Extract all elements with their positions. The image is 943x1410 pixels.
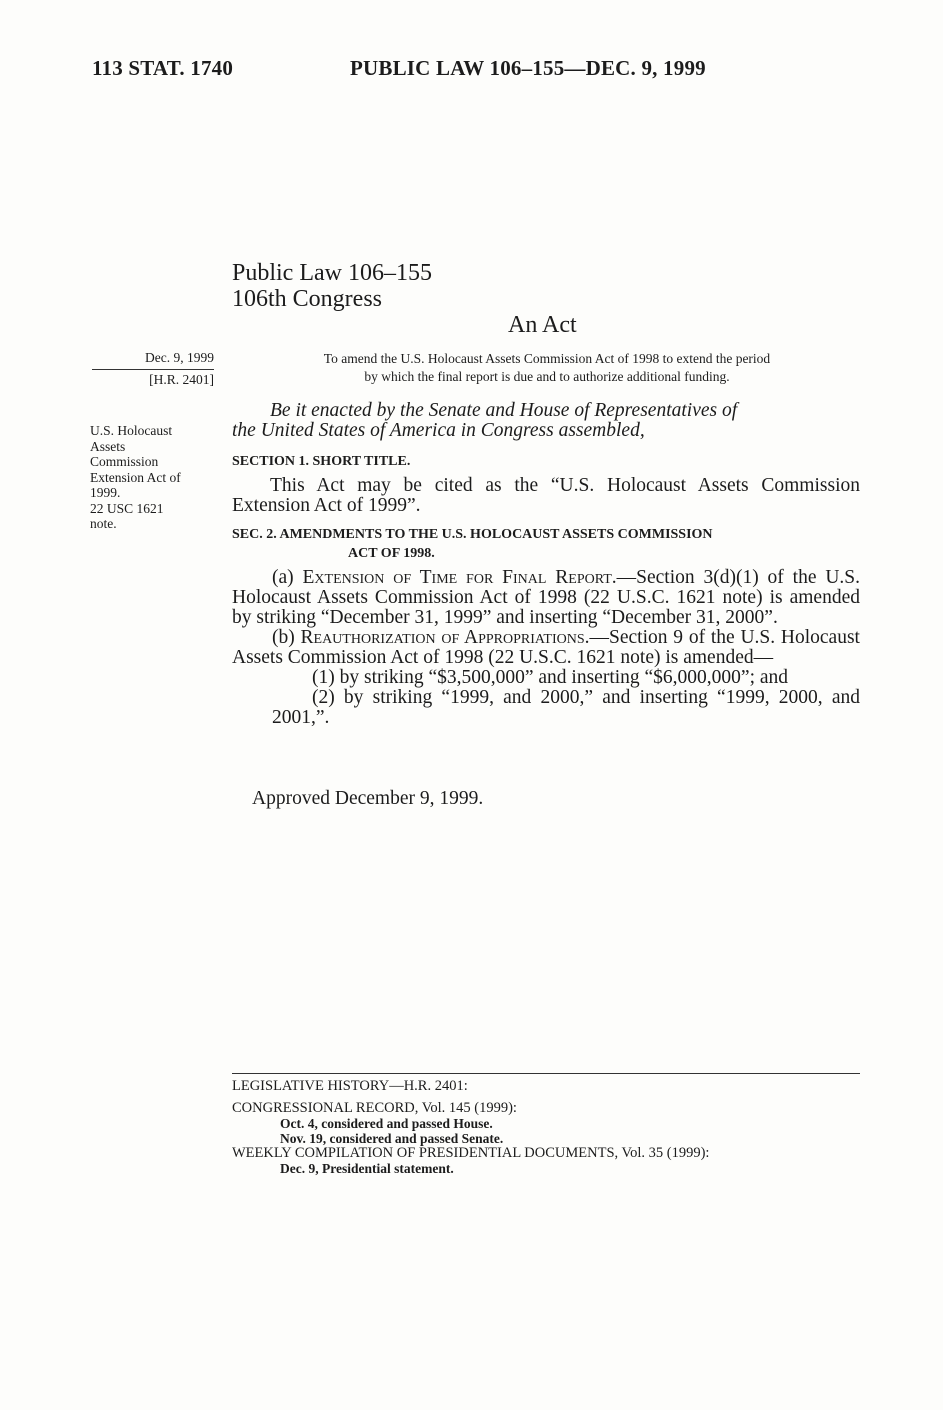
subsection-b-label: (b) — [272, 627, 301, 648]
legislative-history — [232, 1079, 709, 1176]
section-2-body — [232, 568, 860, 728]
act-title: An Act — [508, 312, 577, 338]
history-record-item: Oct. 4, considered and passed House. — [280, 1116, 493, 1131]
enacting-line-1: Be it enacted by the Senate and House of Representatives of — [270, 400, 738, 421]
subsection-a-caption: Extension of Time for Final Report. — [302, 567, 617, 588]
purpose-line-2: by which the final report is due and to authorize additional funding. — [364, 369, 730, 384]
section-2-heading-line-2: ACT OF 1998. — [348, 546, 435, 561]
enacting-line-2: the United States of America in Congress assembled, — [232, 420, 645, 441]
margin-divider — [92, 369, 214, 370]
subsection-b-text: —Section 9 of the U.S. Holocaust Assets Commission Act of 1998 (22 U.S.C. 1621 note) is amended— — [232, 627, 860, 668]
history-title: LEGISLATIVE HISTORY—H.R. 2401: — [232, 1078, 468, 1094]
history-weekly-item: Dec. 9, Presidential statement. — [280, 1161, 454, 1176]
margin-note-line: Extension Act of — [90, 469, 181, 485]
margin-note — [90, 423, 230, 532]
purpose-line-1: To amend the U.S. Holocaust Assets Commission Act of 1998 to extend the period — [323, 351, 771, 366]
margin-note-line: 1999. — [90, 485, 121, 500]
subsection-b — [232, 628, 860, 668]
history-record-item: Nov. 19, considered and passed Senate. — [280, 1131, 504, 1146]
subsection-a — [232, 568, 860, 628]
section-2-heading-line-1: SEC. 2. AMENDMENTS TO THE U.S. HOLOCAUST ASSETS COMMISSION — [232, 527, 713, 542]
enacting-clause — [232, 401, 860, 441]
paragraph-2: (2) by striking “1999, and 2000,” and inserting “1999, 2000, and 2001,”. — [272, 687, 860, 728]
public-law-number: Public Law 106–155 — [232, 260, 432, 286]
margin-bill-number: [H.R. 2401] — [149, 372, 214, 387]
history-divider — [232, 1073, 860, 1074]
subsection-a-label: (a) — [272, 567, 303, 588]
section-1-heading: SECTION 1. SHORT TITLE. — [232, 454, 411, 469]
section-2-heading — [232, 525, 860, 563]
page-stat-header: 113 STAT. 1740 — [92, 56, 234, 80]
congress-number: 106th Congress — [232, 286, 382, 312]
section-1-text: This Act may be cited as the “U.S. Holocaust Assets Commission Extension Act of 1999”. — [232, 475, 860, 516]
margin-note-line: note. — [90, 516, 117, 531]
margin-date: Dec. 9, 1999 — [145, 350, 214, 365]
margin-note-line: 22 USC 1621 — [90, 500, 164, 516]
subsection-b-caption: Reauthorization of Appropriations. — [300, 627, 590, 648]
history-record: CONGRESSIONAL RECORD, Vol. 145 (1999): — [232, 1100, 517, 1116]
margin-note-line: Assets — [90, 438, 126, 454]
margin-note-line: Commission — [90, 454, 159, 469]
margin-note-line: U.S. Holocaust — [90, 423, 173, 438]
page-law-header: PUBLIC LAW 106–155—DEC. 9, 1999 — [350, 56, 706, 80]
act-purpose — [232, 350, 862, 386]
history-weekly: WEEKLY COMPILATION OF PRESIDENTIAL DOCUMENTS, Vol. 35 (1999): — [232, 1145, 710, 1161]
approval-date: Approved December 9, 1999. — [252, 788, 484, 809]
subsection-a-text: —Section 3(d)(1) of the U.S. Holocaust Assets Commission Act of 1998 (22 U.S.C. 1621 note) is amended by striking “December 31, 1999” and inserting “December 31, 2000”. — [232, 567, 860, 628]
paragraph-1: (1) by striking “$3,500,000” and inserting “$6,000,000”; and — [312, 667, 789, 688]
